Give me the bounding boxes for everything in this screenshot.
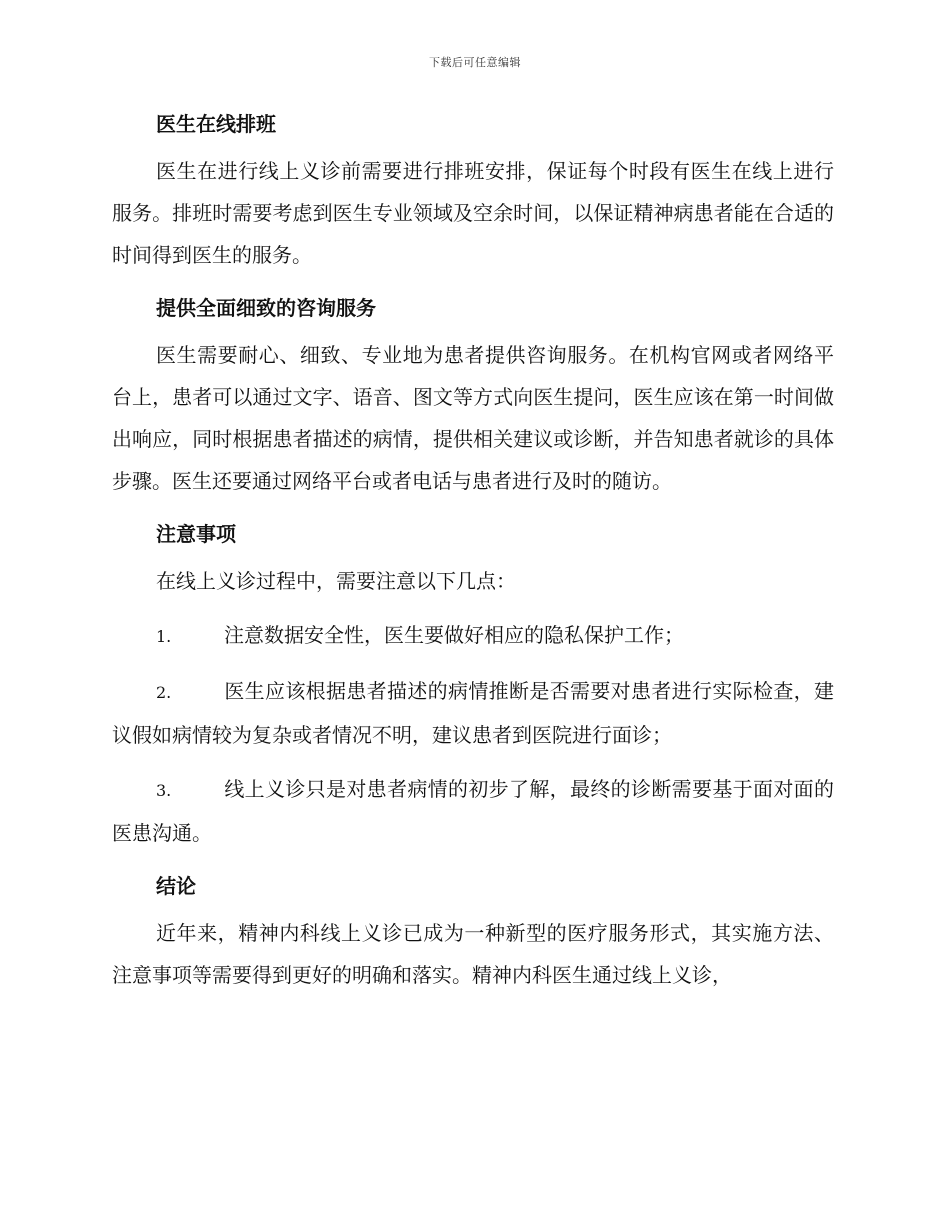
- section-heading-conclusion: 结论: [156, 874, 196, 898]
- list-item: [112, 670, 834, 756]
- document-body: [112, 110, 834, 996]
- list-text: 线上义诊只是对患者病情的初步了解，最终的诊断需要基于面对面的医患沟通。: [112, 777, 834, 845]
- section-heading-consultation: 提供全面细致的咨询服务: [156, 296, 376, 320]
- header-note: 下载后可任意编辑: [429, 56, 521, 69]
- section-paragraph-schedule: 医生在进行线上义诊前需要进行排班安排，保证每个时段有医生在线上进行服务。排班时需要考虑到医生专业领域及空余时间，以保证精神病患者能在合适的时间得到医生的服务。: [112, 159, 834, 267]
- section-paragraph-conclusion: 近年来，精神内科线上义诊已成为一种新型的医疗服务形式，其实施方法、注意事项等需要得到更好的明确和落实。精神内科医生通过线上义诊，: [112, 921, 834, 987]
- list-text: 医生应该根据患者描述的病情推断是否需要对患者进行实际检查，建议假如病情较为复杂或者情况不明，建议患者到医院进行面诊；: [112, 679, 834, 747]
- list-item: [112, 768, 834, 854]
- list-number: 2.: [156, 683, 172, 702]
- list-item: [112, 614, 834, 658]
- section-paragraph-notes: 在线上义诊过程中，需要注意以下几点：: [156, 569, 516, 593]
- section-heading-notes: 注意事项: [156, 522, 236, 546]
- section-heading-schedule: 医生在线排班: [156, 112, 276, 136]
- section-paragraph-consultation: 医生需要耐心、细致、专业地为患者提供咨询服务。在机构官网或者网络平台上，患者可以通过文字、语音、图文等方式向医生提问，医生应该在第一时间做出响应，同时根据患者描述的病情，提供相关建议或诊断，并告知患者就诊的具体步骤。医生还要通过网络平台或者电话与患者进行及时的随访。: [112, 343, 834, 493]
- list-number: 3.: [156, 781, 172, 800]
- list-text: 注意数据安全性，医生要做好相应的隐私保护工作；: [224, 623, 684, 647]
- list-number: 1.: [156, 627, 172, 646]
